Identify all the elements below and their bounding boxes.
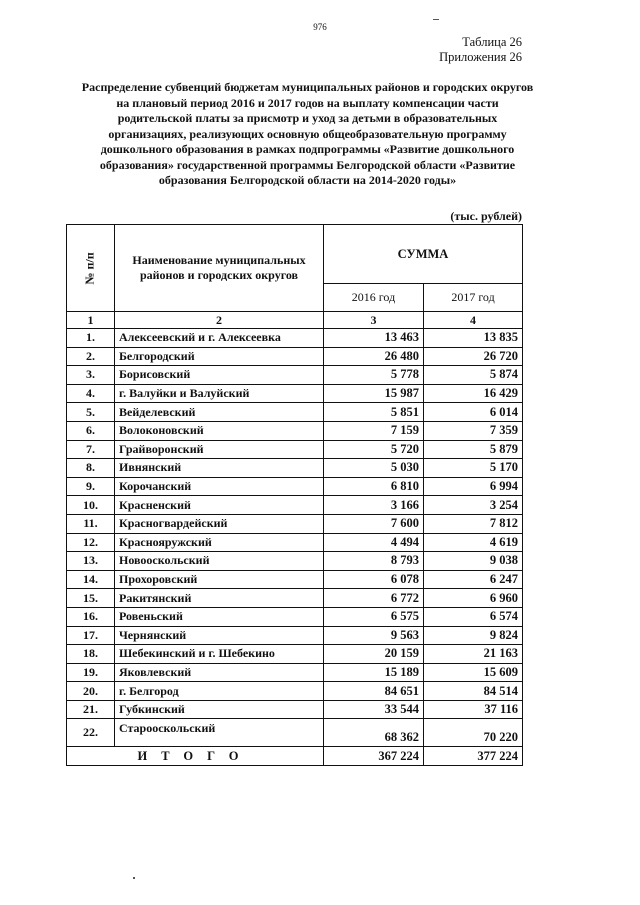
scan-mark: [433, 19, 439, 20]
table-caption: Таблица 26: [462, 35, 522, 49]
column-index: 1: [67, 312, 115, 329]
row-value-2016: 68 362: [324, 719, 424, 747]
row-value-2016: 33 544: [324, 700, 424, 719]
row-value-2017: 21 163: [424, 645, 523, 664]
row-value-2016: 15 189: [324, 663, 424, 682]
column-index: 2: [115, 312, 324, 329]
row-value-2016: 20 159: [324, 645, 424, 664]
row-number: 11.: [67, 514, 115, 533]
row-value-2016: 5 851: [324, 403, 424, 422]
table-row: [67, 570, 523, 589]
header-number: [67, 225, 115, 312]
row-number: 21.: [67, 700, 115, 719]
header-name: Наименование муниципальных районов и городских округов: [115, 225, 324, 312]
row-value-2017: 5 879: [424, 440, 523, 459]
row-value-2016: 26 480: [324, 347, 424, 366]
row-value-2016: 7 600: [324, 514, 424, 533]
row-number: 19.: [67, 663, 115, 682]
table-row: [67, 384, 523, 403]
row-value-2016: 3 166: [324, 496, 424, 515]
row-name: Красненский: [115, 496, 324, 515]
table-row: [67, 626, 523, 645]
table-row: [67, 663, 523, 682]
row-value-2016: 5 720: [324, 440, 424, 459]
document-title: Распределение субвенций бюджетам муниципальных районов и городских округов на плановый период 2016 и 2017 годов на выплату компенсации части родительской платы за присмотр и уход за детьми в образовательных организациях, реализующих основную общеобразовательную программу дошкольного образования в рамках подпрограммы «Развитие дошкольного образования» государственной программы Белгородской области «Развитие образования Белгородской области на 2014-2020 годы»: [81, 80, 534, 187]
row-value-2017: 15 609: [424, 663, 523, 682]
row-name: Старооскольский: [115, 719, 324, 747]
row-name: Грайворонский: [115, 440, 324, 459]
row-number: 4.: [67, 384, 115, 403]
table-row: [67, 496, 523, 515]
row-value-2017: 9 824: [424, 626, 523, 645]
table-row: [67, 589, 523, 608]
row-value-2016: 84 651: [324, 682, 424, 701]
row-value-2016: 6 078: [324, 570, 424, 589]
row-value-2016: 5 778: [324, 366, 424, 385]
header-year-2017: 2017 год: [424, 284, 523, 312]
total-row: [67, 747, 523, 766]
row-value-2017: 4 619: [424, 533, 523, 552]
row-name: Прохоровский: [115, 570, 324, 589]
table-row: [67, 552, 523, 571]
row-value-2017: 16 429: [424, 384, 523, 403]
row-value-2017: 6 247: [424, 570, 523, 589]
table-row: [67, 477, 523, 496]
row-number: 7.: [67, 440, 115, 459]
row-value-2016: 6 575: [324, 607, 424, 626]
row-number: 5.: [67, 403, 115, 422]
row-value-2017: 6 960: [424, 589, 523, 608]
row-name: Ракитянский: [115, 589, 324, 608]
total-2017: 377 224: [424, 747, 523, 766]
total-label: ИТОГО: [67, 747, 324, 766]
table-row: [67, 645, 523, 664]
row-number: 9.: [67, 477, 115, 496]
row-value-2017: 6 574: [424, 607, 523, 626]
caption-block: [439, 35, 522, 65]
row-value-2016: 4 494: [324, 533, 424, 552]
row-value-2016: 15 987: [324, 384, 424, 403]
row-name: Яковлевский: [115, 663, 324, 682]
row-value-2016: 5 030: [324, 459, 424, 478]
row-value-2017: 70 220: [424, 719, 523, 747]
row-name: г. Валуйки и Валуйский: [115, 384, 324, 403]
row-name: Шебекинский и г. Шебекино: [115, 645, 324, 664]
row-value-2017: 26 720: [424, 347, 523, 366]
row-number: 3.: [67, 366, 115, 385]
row-number: 20.: [67, 682, 115, 701]
row-number: 22.: [67, 719, 115, 747]
row-number: 2.: [67, 347, 115, 366]
header-number-label: № п/п: [82, 251, 97, 285]
table-row: [67, 682, 523, 701]
row-value-2017: 3 254: [424, 496, 523, 515]
table-row: [67, 533, 523, 552]
row-number: 14.: [67, 570, 115, 589]
row-name: Белгородский: [115, 347, 324, 366]
row-number: 8.: [67, 459, 115, 478]
table-row: [67, 719, 523, 747]
row-name: Красногвардейский: [115, 514, 324, 533]
subsidy-table: [66, 224, 523, 766]
row-value-2017: 7 812: [424, 514, 523, 533]
header-sum: СУММА: [324, 225, 523, 284]
row-value-2017: 37 116: [424, 700, 523, 719]
row-value-2016: 8 793: [324, 552, 424, 571]
table-row: [67, 459, 523, 478]
row-number: 6.: [67, 421, 115, 440]
row-number: 16.: [67, 607, 115, 626]
page-number: 976: [313, 22, 327, 32]
row-value-2017: 7 359: [424, 421, 523, 440]
row-name: Новооскольский: [115, 552, 324, 571]
row-value-2016: 7 159: [324, 421, 424, 440]
row-name: Краснояружский: [115, 533, 324, 552]
row-name: г. Белгород: [115, 682, 324, 701]
row-number: 1.: [67, 329, 115, 348]
row-name: Корочанский: [115, 477, 324, 496]
table-row: [67, 421, 523, 440]
row-name: Губкинский: [115, 700, 324, 719]
row-name: Чернянский: [115, 626, 324, 645]
row-name: Алексеевский и г. Алексеевка: [115, 329, 324, 348]
row-number: 17.: [67, 626, 115, 645]
row-name: Ивнянский: [115, 459, 324, 478]
scan-dot: [133, 877, 135, 879]
column-index-row: [67, 312, 523, 329]
row-name: Волоконовский: [115, 421, 324, 440]
table-row: [67, 607, 523, 626]
table-row: [67, 403, 523, 422]
row-number: 18.: [67, 645, 115, 664]
row-value-2017: 6 014: [424, 403, 523, 422]
row-number: 15.: [67, 589, 115, 608]
row-value-2017: 6 994: [424, 477, 523, 496]
row-value-2016: 9 563: [324, 626, 424, 645]
header-year-2016: 2016 год: [324, 284, 424, 312]
row-value-2016: 6 810: [324, 477, 424, 496]
row-number: 12.: [67, 533, 115, 552]
row-value-2016: 13 463: [324, 329, 424, 348]
row-name: Борисовский: [115, 366, 324, 385]
table-row: [67, 347, 523, 366]
table-row: [67, 514, 523, 533]
appendix-caption: Приложения 26: [439, 50, 522, 64]
row-name: Вейделевский: [115, 403, 324, 422]
table-row: [67, 366, 523, 385]
row-value-2017: 5 874: [424, 366, 523, 385]
row-number: 10.: [67, 496, 115, 515]
column-index: 4: [424, 312, 523, 329]
row-name: Ровеньский: [115, 607, 324, 626]
row-value-2017: 9 038: [424, 552, 523, 571]
table-row: [67, 440, 523, 459]
table-row: [67, 700, 523, 719]
total-2016: 367 224: [324, 747, 424, 766]
column-index: 3: [324, 312, 424, 329]
table-row: [67, 329, 523, 348]
row-value-2017: 84 514: [424, 682, 523, 701]
row-number: 13.: [67, 552, 115, 571]
row-value-2016: 6 772: [324, 589, 424, 608]
units-label: (тыс. рублей): [450, 209, 522, 223]
row-value-2017: 5 170: [424, 459, 523, 478]
row-value-2017: 13 835: [424, 329, 523, 348]
